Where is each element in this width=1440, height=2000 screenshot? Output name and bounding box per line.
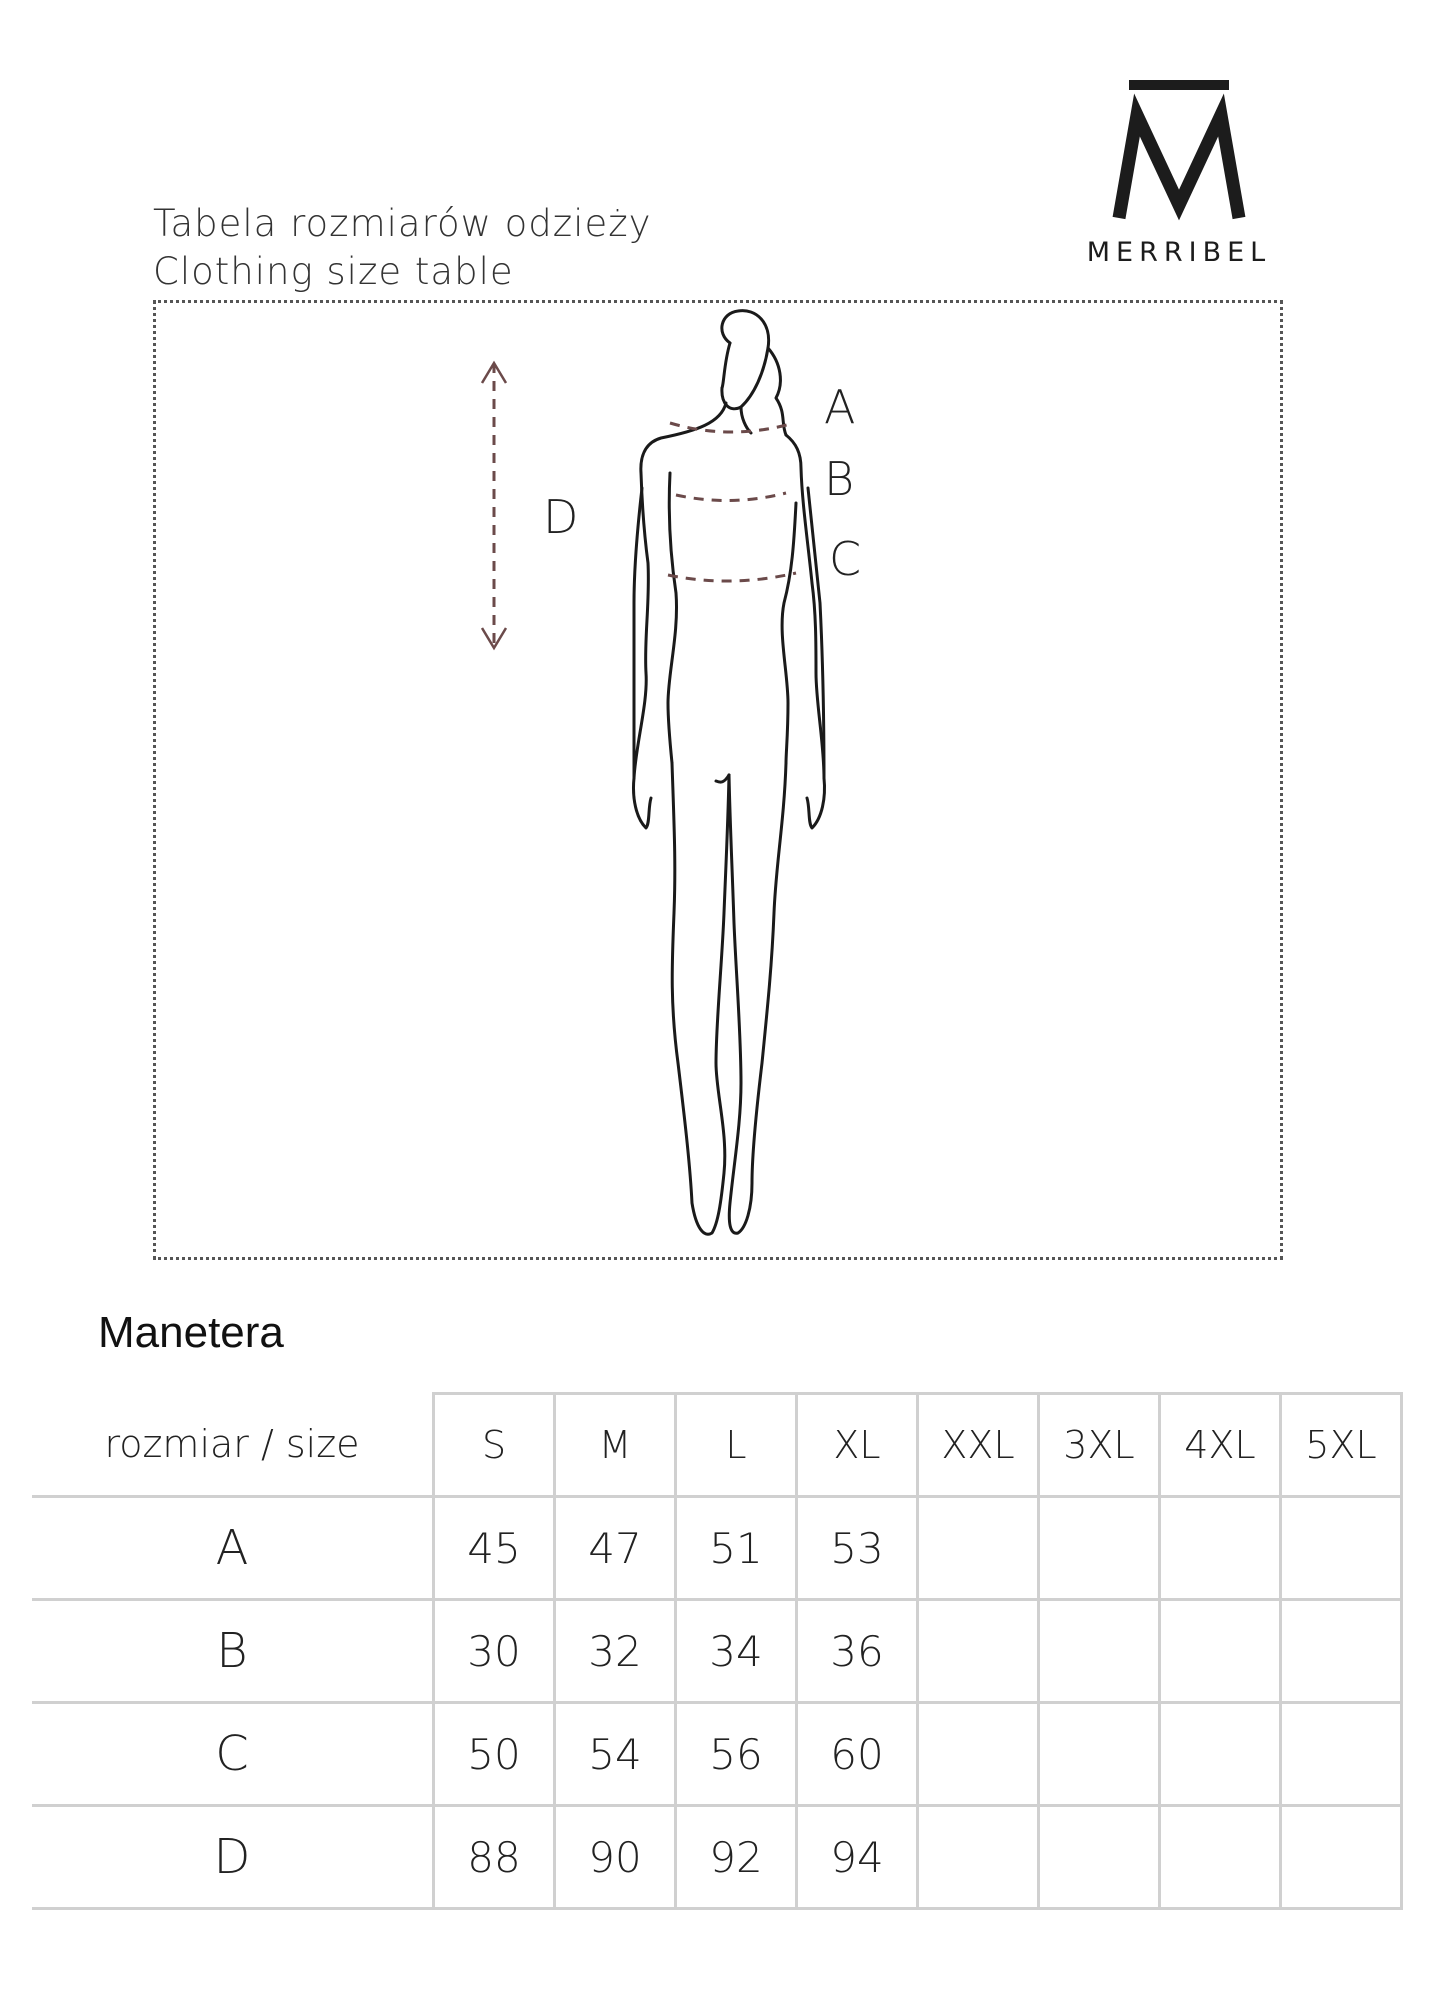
size-header: XXL [918,1394,1039,1497]
size-header: 3XL [1039,1394,1160,1497]
title-english: Clothing size table [153,250,514,293]
table-cell [1039,1806,1160,1909]
size-header: XL [797,1394,918,1497]
table-cell [918,1806,1039,1909]
table-cell [1281,1497,1402,1600]
table-cell [1039,1703,1160,1806]
table-row [32,1497,1402,1600]
table-cell [1281,1806,1402,1909]
row-label: A [32,1497,434,1600]
table-header-row [32,1394,1402,1497]
table-cell [1281,1600,1402,1703]
table-cell: 32 [555,1600,676,1703]
table-cell [1160,1600,1281,1703]
table-cell: 53 [797,1497,918,1600]
table-cell: 30 [434,1600,555,1703]
table-cell [1039,1497,1160,1600]
table-cell: 92 [676,1806,797,1909]
size-header: S [434,1394,555,1497]
size-table [32,1392,1403,1910]
table-cell: 56 [676,1703,797,1806]
table-cell [918,1497,1039,1600]
title-polish: Tabela rozmiarów odzieży [153,202,652,245]
header-title [153,200,652,296]
table-cell: 94 [797,1806,918,1909]
table-cell: 90 [555,1806,676,1909]
table-cell: 50 [434,1703,555,1806]
table-corner-label: rozmiar / size [32,1394,434,1497]
table-row [32,1703,1402,1806]
table-cell: 54 [555,1703,676,1806]
measure-label-a: A [824,380,856,434]
logo-wordmark: MERRIBEL [1086,237,1272,268]
table-cell: 34 [676,1600,797,1703]
size-header: L [676,1394,797,1497]
table-cell [1160,1703,1281,1806]
table-cell [1039,1600,1160,1703]
row-label: D [32,1806,434,1909]
measure-label-d: D [543,490,579,544]
logo-m-icon [1109,80,1249,230]
table-cell: 60 [797,1703,918,1806]
measure-label-c: C [829,532,862,586]
table-cell: 36 [797,1600,918,1703]
size-header: M [555,1394,676,1497]
table-cell: 45 [434,1497,555,1600]
measure-label-b: B [824,452,855,506]
table-cell [918,1600,1039,1703]
size-header: 4XL [1160,1394,1281,1497]
product-name: Manetera [98,1308,284,1357]
brand-logo [1064,80,1294,280]
body-measurement-illustration [153,300,1283,1260]
table-cell [918,1703,1039,1806]
table-cell [1160,1806,1281,1909]
table-cell [1281,1703,1402,1806]
table-cell: 47 [555,1497,676,1600]
row-label: C [32,1703,434,1806]
table-row [32,1600,1402,1703]
body-figure [156,303,1282,1259]
row-label: B [32,1600,434,1703]
table-cell [1160,1497,1281,1600]
table-cell: 88 [434,1806,555,1909]
size-header: 5XL [1281,1394,1402,1497]
table-row [32,1806,1402,1909]
table-cell: 51 [676,1497,797,1600]
